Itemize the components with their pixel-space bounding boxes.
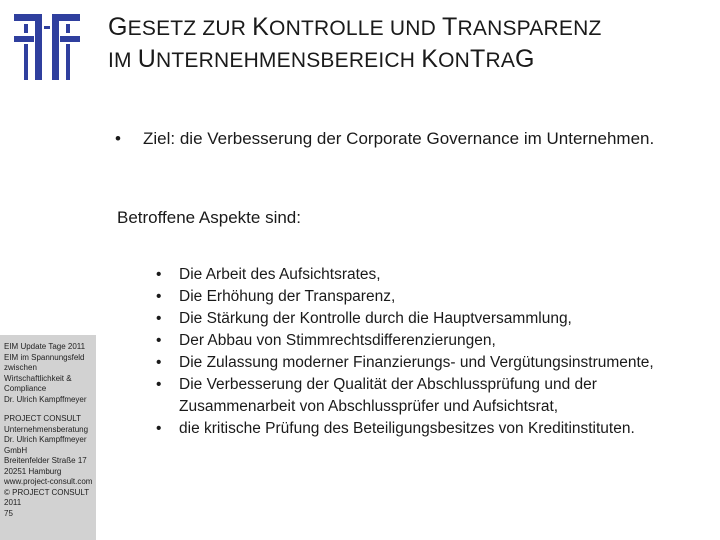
title-segment: G bbox=[108, 13, 128, 41]
title-segment: RA bbox=[485, 49, 516, 72]
sidebar-line: PROJECT CONSULT bbox=[4, 414, 82, 423]
title-segment: K bbox=[421, 45, 439, 73]
goal-item bbox=[115, 128, 695, 150]
list-item: • Die Stärkung der Kontrolle durch die Hauptversammlung, bbox=[150, 308, 710, 330]
sidebar-line: Unternehmensberatung bbox=[4, 424, 89, 434]
bullet: • bbox=[156, 288, 162, 305]
title-segment: U bbox=[137, 45, 157, 73]
sidebar-line: 2011 bbox=[4, 498, 22, 507]
title-segment: T bbox=[442, 13, 458, 41]
sidebar-line: www.project-consult.com bbox=[4, 477, 93, 486]
footer-sidebar bbox=[0, 335, 96, 540]
sidebar-line: EIM im Spannungsfeld bbox=[4, 352, 85, 362]
aspects-heading: Betroffene Aspekte sind: bbox=[117, 208, 301, 227]
bullet: • bbox=[156, 376, 162, 393]
sidebar-line: EIM Update Tage 2011 bbox=[4, 342, 86, 351]
list-item: • die kritische Prüfung des Beteiligungsbesitzes von Kreditinstituten. bbox=[150, 418, 710, 440]
list-item: • Die Erhöhung der Transparenz, bbox=[150, 286, 710, 308]
list-item: • Der Abbau von Stimmrechtsdifferenzierungen, bbox=[150, 330, 710, 352]
bullet: • bbox=[156, 266, 162, 283]
title-segment: K bbox=[252, 13, 270, 41]
list-item: • Die Verbesserung der Qualität der Abschlussprüfung und der Zusammenarbeit von Abschlussprüfer und Aufsichtsrat, bbox=[156, 376, 597, 415]
title-line-2 bbox=[108, 44, 708, 76]
list-item: • Die Arbeit des Aufsichtsrates, bbox=[150, 264, 710, 286]
bullet: • bbox=[156, 354, 162, 371]
title-segment: ONTROLLE UND bbox=[269, 17, 443, 40]
goal-text: Ziel: die Verbesserung der Corporate Governance im Unternehmen. bbox=[143, 129, 655, 148]
title-line-1 bbox=[108, 12, 708, 44]
sidebar-line: © PROJECT CONSULT bbox=[4, 487, 90, 497]
title-segment: RANSPARENZ bbox=[457, 17, 602, 40]
sidebar-line: 20251 Hamburg bbox=[4, 466, 62, 476]
sidebar-line: Dr. Ulrich Kampffmeyer bbox=[4, 435, 87, 444]
bullet: • bbox=[156, 420, 162, 437]
title-segment: IM bbox=[108, 49, 138, 72]
sidebar-line: Wirtschaftlichkeit & bbox=[4, 373, 72, 383]
bullet: • bbox=[156, 332, 162, 349]
bullet: • bbox=[156, 310, 162, 327]
sidebar-line: Compliance bbox=[4, 384, 47, 393]
bullet: • bbox=[115, 129, 121, 148]
title-segment: G bbox=[515, 45, 535, 73]
title-segment: T bbox=[469, 45, 486, 73]
title-segment: ON bbox=[438, 49, 470, 72]
company-logo-icon bbox=[14, 14, 80, 80]
list-item: • Die Zulassung moderner Finanzierungs- und Vergütungsinstrumente, bbox=[150, 352, 710, 374]
sidebar-line: 75 bbox=[4, 508, 13, 518]
sidebar-line: Dr. Ulrich Kampffmeyer bbox=[4, 394, 87, 404]
title-segment: NTERNEHMENSBEREICH bbox=[156, 49, 422, 72]
sidebar-line: Breitenfelder Straße 17 bbox=[4, 456, 87, 465]
title-segment: ESETZ ZUR bbox=[127, 17, 253, 40]
sidebar-line: GmbH bbox=[4, 445, 28, 455]
sidebar-line: zwischen bbox=[4, 363, 37, 372]
page-title bbox=[108, 12, 708, 76]
aspects-list bbox=[150, 264, 710, 440]
